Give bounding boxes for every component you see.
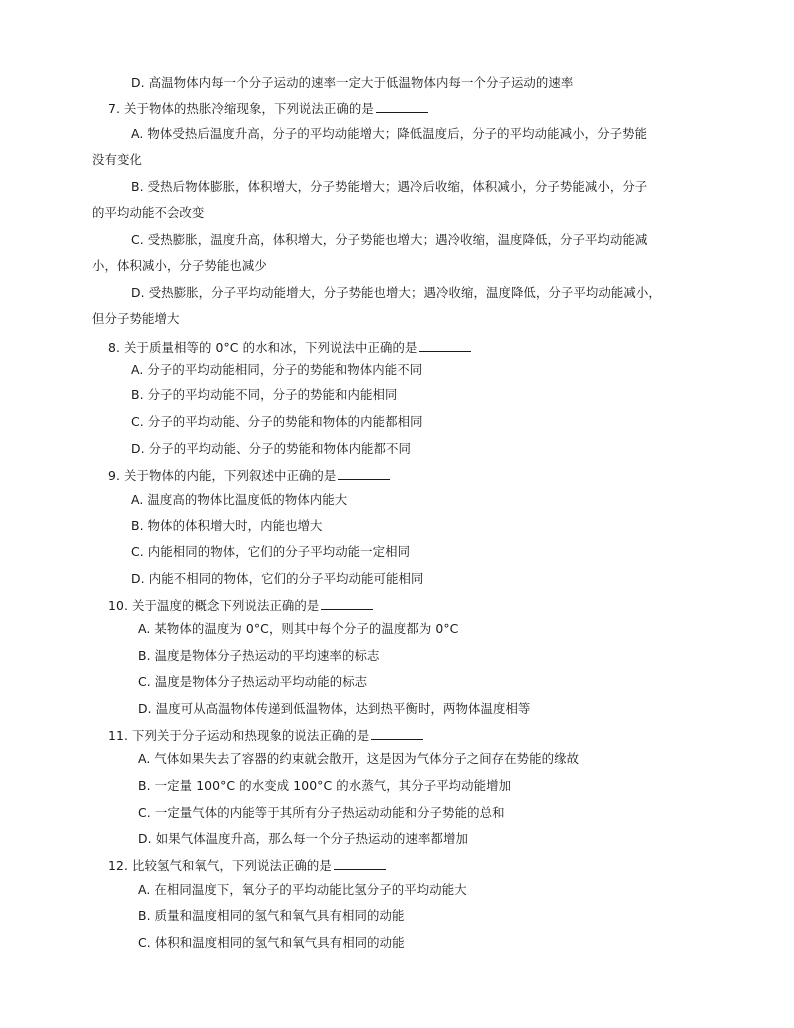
- q10-option-a: A. 某物体的温度为 0°C，则其中每个分子的温度都为 0°C: [138, 621, 459, 636]
- q9-stem-text: 9. 关于物体的内能，下列叙述中正确的是: [108, 468, 337, 483]
- answer-blank: [334, 857, 386, 870]
- q8-option-a: A. 分子的平均动能相同，分子的势能和物体内能不同: [131, 362, 423, 377]
- q7-option-d-line1: D. 受热膨胀，分子平均动能增大，分子势能也增大；遇冷收缩，温度降低，分子平均动能减小，: [131, 285, 661, 300]
- q7-option-b-line1: B. 受热后物体膨胀，体积增大，分子势能增大；遇冷后收缩，体积减小，分子势能减小，分子: [131, 179, 648, 194]
- answer-blank: [321, 597, 373, 610]
- answer-blank: [371, 727, 423, 740]
- q12-stem: [108, 857, 386, 875]
- q11-option-c: C. 一定量气体的内能等于其所有分子热运动动能和分子势能的总和: [138, 805, 505, 820]
- q7-option-d-line2: 但分子势能增大: [92, 311, 180, 326]
- q9-option-a: A. 温度高的物体比温度低的物体内能大: [131, 492, 348, 507]
- q12-option-a: A. 在相同温度下，氧分子的平均动能比氢分子的平均动能大: [138, 882, 467, 897]
- q8-stem: [108, 339, 471, 357]
- q10-option-b: B. 温度是物体分子热运动的平均速率的标志: [138, 648, 380, 663]
- q9-stem: [108, 467, 390, 485]
- q7-option-a-line1: A. 物体受热后温度升高，分子的平均动能增大；降低温度后，分子的平均动能减小，分子势能: [131, 126, 648, 141]
- q12-stem-text: 12. 比较氢气和氧气，下列说法正确的是: [108, 858, 332, 873]
- q10-stem: [108, 597, 373, 615]
- q10-stem-text: 10. 关于温度的概念下列说法正确的是: [108, 598, 320, 613]
- q10-option-c: C. 温度是物体分子热运动平均动能的标志: [138, 674, 368, 689]
- q11-option-b: B. 一定量 100°C 的水变成 100°C 的水蒸气，其分子平均动能增加: [138, 778, 512, 793]
- q7-stem-text: 7. 关于物体的热胀冷缩现象，下列说法正确的是: [108, 101, 374, 116]
- answer-blank: [338, 467, 390, 480]
- q11-stem-text: 11. 下列关于分子运动和热现象的说法正确的是: [108, 728, 370, 743]
- answer-blank: [419, 339, 471, 352]
- q12-option-c: C. 体积和温度相同的氢气和氧气具有相同的动能: [138, 935, 405, 950]
- q12-option-b: B. 质量和温度相同的氢气和氧气具有相同的动能: [138, 908, 405, 923]
- q11-option-d: D. 如果气体温度升高，那么每一个分子热运动的速率都增加: [138, 831, 468, 846]
- q7-stem: [108, 100, 428, 118]
- q9-option-c: C. 内能相同的物体，它们的分子平均动能一定相同: [131, 544, 411, 559]
- q9-option-b: B. 物体的体积增大时，内能也增大: [131, 518, 323, 533]
- q6-option-d: D. 高温物体内每一个分子运动的速率一定大于低温物体内每一个分子运动的速率: [131, 75, 574, 90]
- q7-option-a-line2: 没有变化: [92, 152, 142, 167]
- answer-blank: [376, 100, 428, 113]
- q10-option-d: D. 温度可从高温物体传递到低温物体，达到热平衡时，两物体温度相等: [138, 701, 531, 716]
- q8-option-b: B. 分子的平均动能不同，分子的势能和内能相同: [131, 387, 398, 402]
- q7-option-c-line2: 小，体积减小，分子势能也减少: [92, 258, 267, 273]
- q7-option-c-line1: C. 受热膨胀，温度升高，体积增大，分子势能也增大；遇冷收缩，温度降低，分子平均动能减: [131, 232, 648, 247]
- q8-option-d: D. 分子的平均动能、分子的势能和物体内能都不同: [131, 441, 412, 456]
- q7-option-b-line2: 的平均动能不会改变: [92, 205, 205, 220]
- q11-stem: [108, 727, 423, 745]
- q8-option-c: C. 分子的平均动能、分子的势能和物体的内能都相同: [131, 414, 423, 429]
- q11-option-a: A. 气体如果失去了容器的约束就会散开，这是因为气体分子之间存在势能的缘故: [138, 751, 580, 766]
- q8-stem-text: 8. 关于质量相等的 0°C 的水和冰，下列说法中正确的是: [108, 340, 418, 355]
- q9-option-d: D. 内能不相同的物体，它们的分子平均动能可能相同: [131, 571, 424, 586]
